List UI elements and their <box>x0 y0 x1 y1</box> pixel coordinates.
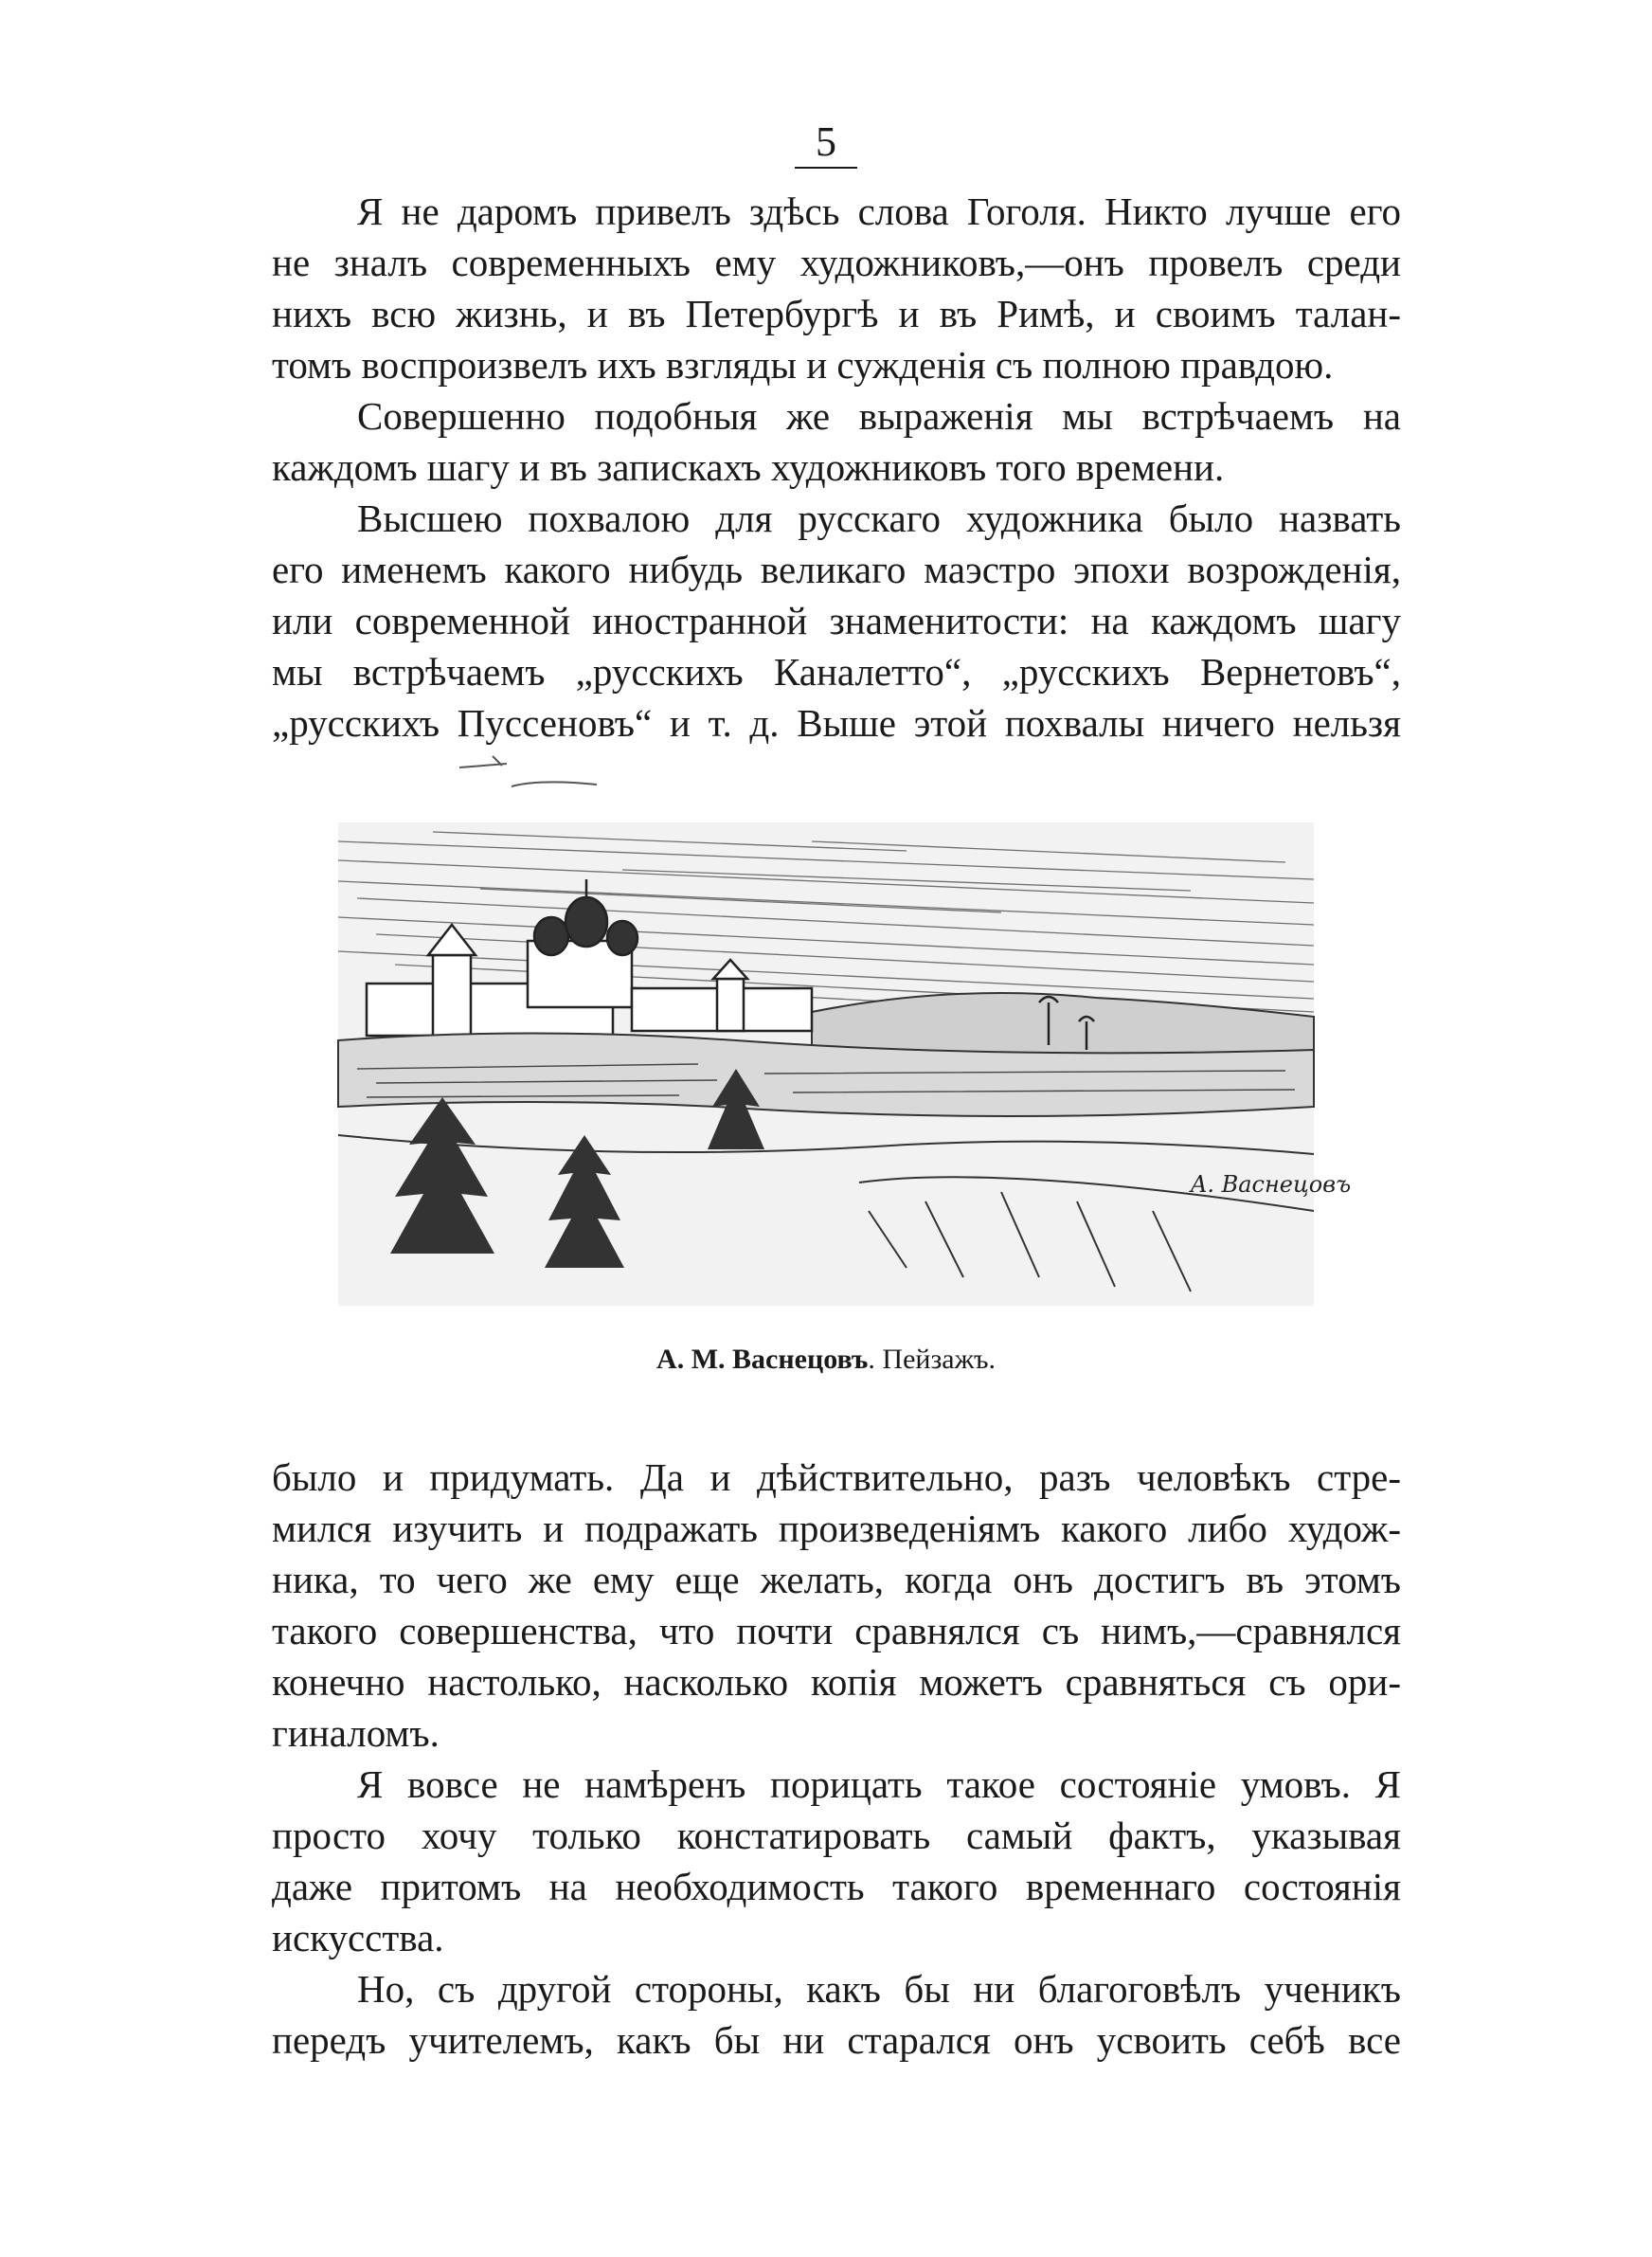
text-line: каждомъ шагу и въ запискахъ художниковъ того времени. <box>272 445 1225 489</box>
page-number <box>0 118 1652 169</box>
foreground <box>338 1135 1314 1291</box>
text-line: не зналъ современныхъ ему художниковъ,—онъ провелъ среди <box>272 241 1401 284</box>
text-line: даже притомъ на необходимость такого временнаго состоянія <box>272 1865 1401 1908</box>
text-line: или современной иностранной знаменитости: на каждомъ шагу <box>272 599 1401 642</box>
caption-title: Пейзажъ. <box>882 1344 996 1375</box>
landscape-drawing <box>338 822 1352 1306</box>
text-line: его именемъ какого нибудь великаго маэстро эпохи возрожденія, <box>272 548 1401 591</box>
text-line: конечно настолько, насколько копія можетъ сравняться съ ори- <box>272 1660 1401 1704</box>
text-line: гиналомъ. <box>272 1711 440 1755</box>
text-line: мился изучить и подражать произведеніямъ какого либо худож- <box>272 1507 1401 1550</box>
page-number-text: 5 <box>795 121 857 169</box>
caption-separator: . <box>868 1344 883 1375</box>
text-line: Я вовсе не намѣренъ порицать такое состояніе умовъ. Я <box>357 1762 1401 1806</box>
text-line: Совершенно подобныя же выраженія мы встрѣчаемъ на <box>357 394 1401 438</box>
text-line: томъ воспроизвелъ ихъ взгляды и сужденія съ полною правдою. <box>272 343 1334 387</box>
text-line: искусства. <box>272 1916 444 1959</box>
text-line: было и придумать. Да и дѣйствительно, разъ человѣкъ стре- <box>272 1455 1401 1499</box>
text-block-before-figure <box>272 186 1401 749</box>
figure-caption <box>0 1344 1652 1376</box>
text-line: такого совершенства, что почти сравнялся съ нимъ,—сравнялся <box>272 1609 1401 1652</box>
text-block-after-figure <box>272 1452 1401 2066</box>
landscape-illustration <box>338 822 1352 1306</box>
text-line: просто хочу только констатировать самый фактъ, указывая <box>272 1814 1401 1857</box>
text-line: ника, то чего же ему еще желать, когда онъ достигъ въ этомъ <box>272 1558 1401 1601</box>
text-line: „русскихъ Пуссеновъ“ и т. д. Выше этой похвалы ничего нельзя <box>272 701 1401 745</box>
artist-signature: A. Васнецовъ <box>1191 1171 1352 1198</box>
monastery <box>367 879 812 1036</box>
text-line: передъ учителемъ, какъ бы ни старался онъ усвоить себѣ все <box>272 2018 1401 2062</box>
text-line: Но, съ другой стороны, какъ бы ни благоговѣлъ ученикъ <box>357 1967 1401 2011</box>
text-line: мы встрѣчаемъ „русскихъ Каналетто“, „русскихъ Вернетовъ“, <box>272 650 1401 694</box>
stray-pencil-mark <box>455 749 644 805</box>
caption-author: А. М. Васнецовъ <box>656 1344 869 1375</box>
text-line: нихъ всю жизнь, и въ Петербургѣ и въ Римѣ, и своимъ талан- <box>272 292 1401 335</box>
text-line: Я не даромъ привелъ здѣсь слова Гоголя. Никто лучше его <box>357 190 1401 233</box>
text-line: Высшею похвалою для русскаго художника было назвать <box>357 497 1401 540</box>
